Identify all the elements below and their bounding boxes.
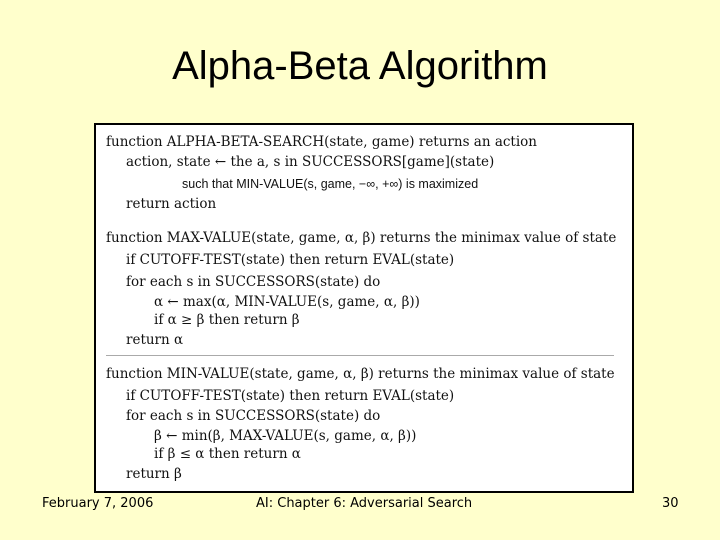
code-line: for each s in SUCCESSORS(state) do (126, 274, 381, 290)
footer-date: February 7, 2006 (42, 496, 154, 511)
code-line: β ← min(β, MAX-VALUE(s, game, α, β)) (154, 428, 417, 444)
code-line: return α (126, 332, 184, 348)
algorithm-pseudocode-figure (94, 123, 634, 493)
code-line: action, state ← the a, s in SUCCESSORS[game](state) (126, 154, 495, 170)
code-line: such that MIN-VALUE(s, game, −∞, +∞) is maximized (182, 177, 479, 191)
code-line: if CUTOFF-TEST(state) then return EVAL(state) (126, 252, 455, 268)
code-line: if β ≤ α then return α (154, 446, 301, 462)
code-line: function ALPHA-BETA-SEARCH(state, game) returns an action (106, 134, 537, 150)
code-line: function MIN-VALUE(state, game, α, β) returns the minimax value of state (106, 366, 615, 382)
code-line: if α ≥ β then return β (154, 312, 300, 328)
code-line: if CUTOFF-TEST(state) then return EVAL(state) (126, 388, 455, 404)
code-line: for each s in SUCCESSORS(state) do (126, 408, 381, 424)
footer-course: AI: Chapter 6: Adversarial Search (256, 496, 473, 511)
slide-title: Alpha-Beta Algorithm (172, 44, 548, 88)
page-number: 30 (662, 496, 679, 511)
section-divider (106, 355, 614, 356)
code-line: return β (126, 466, 182, 482)
code-line: return action (126, 196, 217, 212)
code-line: function MAX-VALUE(state, game, α, β) returns the minimax value of state (106, 230, 617, 246)
code-line: α ← max(α, MIN-VALUE(s, game, α, β)) (154, 294, 420, 310)
